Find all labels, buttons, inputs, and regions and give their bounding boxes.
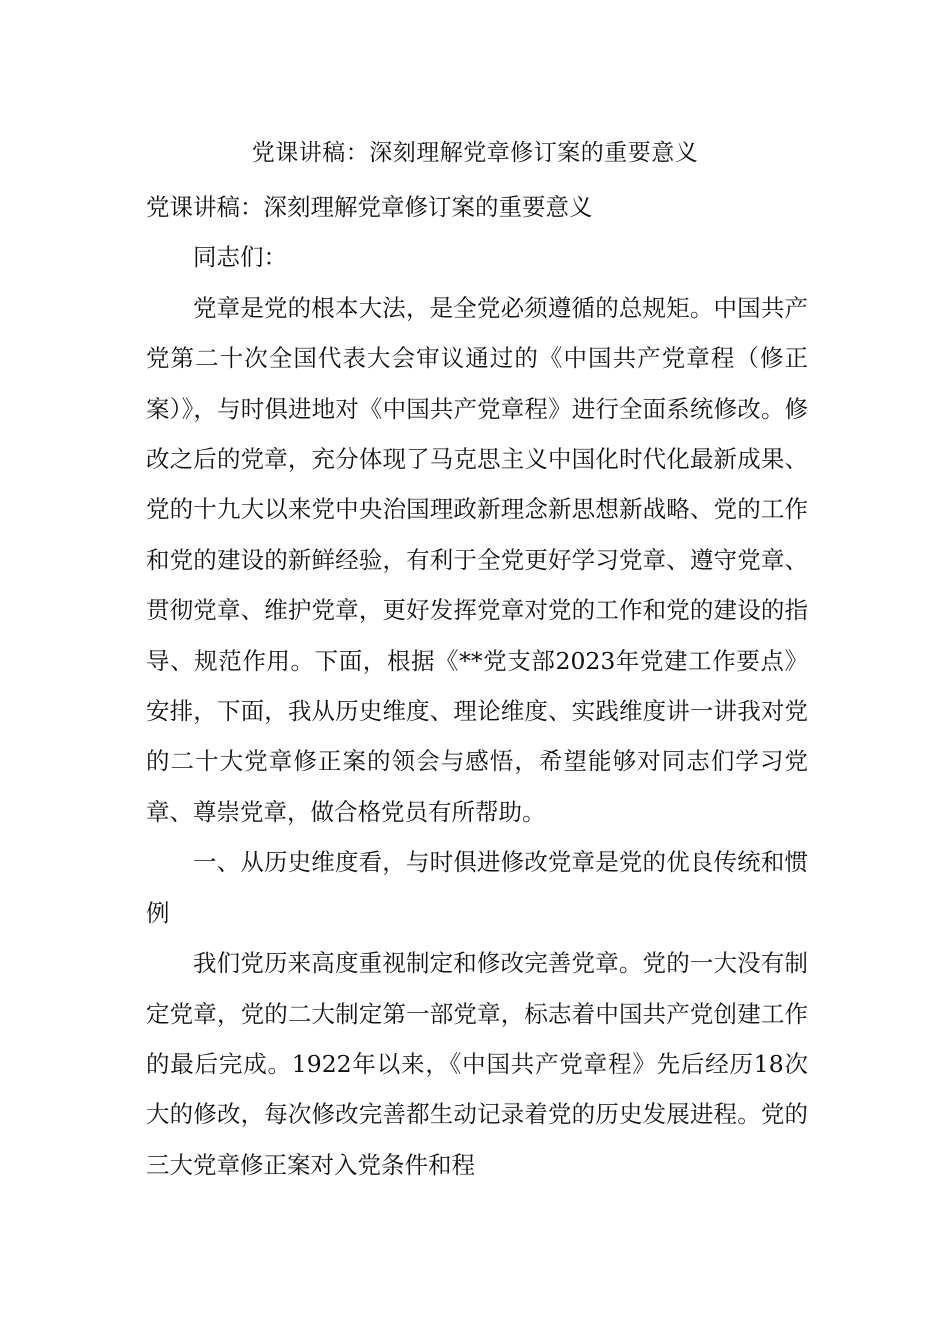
- greeting: 同志们：: [193, 243, 287, 272]
- section-heading-history: 一、从历史维度看，与时俱进修改党章是党的优良传统和惯例: [146, 848, 808, 927]
- paragraph-history: 我们党历来高度重视制定和修改完善党章。党的一大没有制定党章，党的二大制定第一部党章，标志着中国共产党创建工作的最后完成。1922年以来，《中国共产党章程》先后经历18次大的修改，每次修改完善都生动记录着党的历史发展进程。党的三大党章修正案对入党条件和程: [146, 949, 808, 1179]
- document-subtitle: 党课讲稿：深刻理解党章修订案的重要意义: [146, 193, 593, 221]
- document-title: 党课讲稿：深刻理解党章修订案的重要意义: [251, 140, 699, 166]
- document-body: [146, 182, 808, 1190]
- paragraph-intro: 党章是党的根本大法，是全党必须遵循的总规矩。中国共产党第二十次全国代表大会审议通过的《中国共产党章程（修正案）》，与时俱进地对《中国共产党章程》进行全面系统修改。修改之后的党章，充分体现了马克思主义中国化时代化最新成果、党的十九大以来党中央治国理政新理念新思想新战略、党的工作和党的建设的新鲜经验，有利于全党更好学习党章、遵守党章、贯彻党章、维护党章，更好发挥党章对党的工作和党的建设的指导、规范作用。下面，根据《**党支部2023年党建工作要点》安排，下面，我从历史维度、理论维度、实践维度讲一讲我对党的二十大党章修正案的领会与感悟，希望能够对同志们学习党章、尊崇党章，做合格党员有所帮助。: [146, 293, 808, 826]
